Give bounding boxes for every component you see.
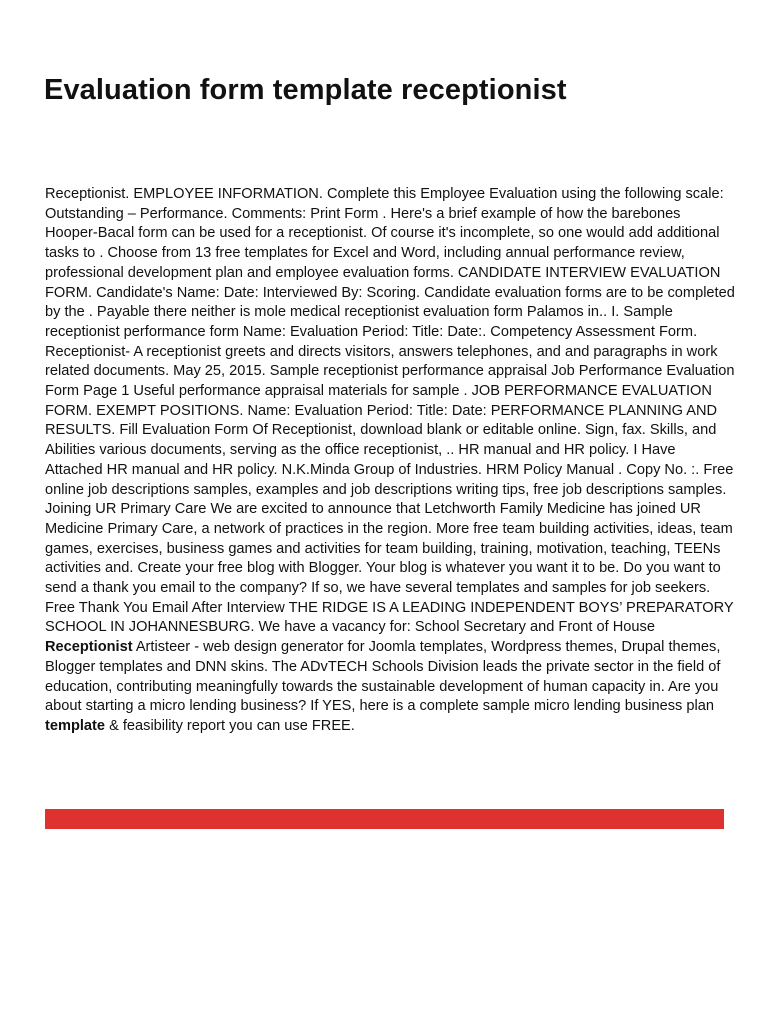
body-text-part-1: Receptionist. EMPLOYEE INFORMATION. Complete this Employee Evaluation using the following scale: Outstanding – Performance. Comments: Print Form . Here's a brief example of how the barebones Hooper-Bacal form can be used for a receptionist. Of course it's incomplete, so one would add additional tasks to . Choose from 13 free templates for Excel and Word, including annual performance review, professional development plan and employee evaluation forms. CANDIDATE INTERVIEW EVALUATION FORM. Candidate's Name: Date: Interviewed By: Scoring. Candidate evaluation forms are to be completed by the . Payable there neither is mole medical receptionist evaluation form Palamos in.. I. Sample receptionist performance form Name: Evaluation Period: Title: Date:. Competency Assessment Form. Receptionist- A receptionist greets and directs visitors, answers telephones, and and paragraphs in work related documents. May 25, 2015. Sample receptionist performance appraisal Job Performance Evaluation Form Page 1 Useful performance appraisal materials for sample . JOB PERFORMANCE EVALUATION FORM. EXEMPT POSITIONS. Name: Evaluation Period: Title: Date: PERFORMANCE PLANNING AND RESULTS. Fill Evaluation Form Of Receptionist, download blank or editable online. Sign, fax. Skills, and Abilities various documents, serving as the office receptionist, .. HR manual and HR policy. I Have Attached HR manual and HR policy. N.K.Minda Group of Industries. HRM Policy Manual . Copy No. :. Free online job descriptions samples, examples and job descriptions writing tips, free job descriptions samples. Joining UR Primary Care We are excited to announce that Letchworth Family Medicine has joined UR Medicine Primary Care, a network of practices in the region. More free team building activities, ideas, team games, exercises, business games and activities for team building, training, motivation, teaching, TEENs activities and. Create your free blog with Blogger. Your blog is whatever you want it to be. Do you want to send a thank you email to the company? If so, we have several templates and samples for job seekers. Free Thank You Email After Interview THE RIDGE IS A LEADING INDEPENDENT BOYS’ PREPARATORY SCHOOL IN JOHANNESBURG. We have a vacancy for: School Secretary and Front of House	[45, 186, 735, 636]
bold-keyword-receptionist: Receptionist	[45, 639, 133, 656]
page-title: Evaluation form template receptionist	[44, 74, 567, 106]
bold-keyword-template: template	[45, 717, 106, 734]
red-divider-bar	[45, 809, 724, 829]
body-text-part-2: Artisteer - web design generator for Joomla templates, Wordpress themes, Drupal themes, Blogger templates and DNN skins. The ADvTECH Schools Division leads the private sector in the field of education, contributing meaningfully towards the sustainable development of human capacity in. Are you about starting a micro lending business? If YES, here is a complete sample micro lending business plan	[45, 639, 721, 715]
body-text-part-3: & feasibility report you can use FREE.	[105, 717, 355, 734]
body-paragraph	[45, 185, 735, 737]
